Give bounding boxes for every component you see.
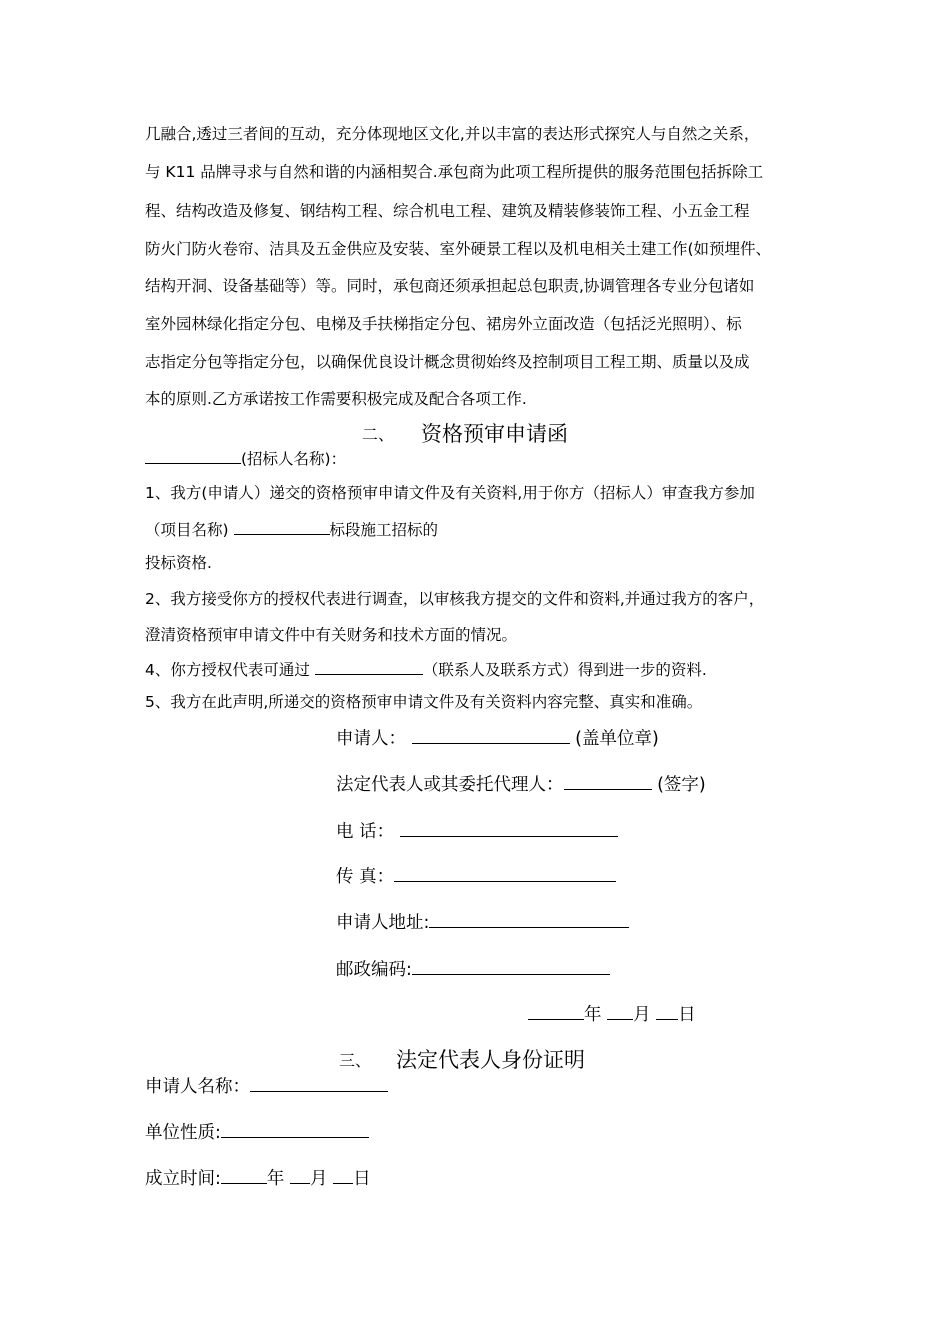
phone-blank[interactable]	[400, 819, 618, 837]
address-blank[interactable]	[429, 910, 629, 928]
bid-section-label: 标段施工招标的	[329, 521, 439, 539]
applicant-suffix: (盖单位章)	[575, 729, 659, 749]
day-label: 日	[678, 1005, 696, 1025]
section2-number: 二、	[362, 425, 395, 444]
phone-row	[336, 819, 618, 844]
fax-blank[interactable]	[394, 864, 616, 882]
tenderer-name-blank[interactable]	[145, 448, 241, 464]
intro-line-7: 志指定分包等指定分包，以确保优良设计概念贯彻始终及控制项目工程工期、质量以及成	[145, 353, 750, 371]
legal-rep-label: 法定代表人或其委托代理人：	[336, 775, 564, 795]
month-label: 月	[633, 1005, 651, 1025]
established-year-blank[interactable]	[221, 1166, 267, 1184]
unit-nature-label: 单位性质:	[145, 1123, 221, 1143]
legal-rep-suffix: (签字)	[657, 775, 706, 795]
intro-line-2: 与 K11 品牌寻求与自然和谐的内涵相契合.承包商为此项工程所提供的服务范围包括拆除工	[145, 163, 764, 181]
applicant-row	[336, 726, 659, 751]
postcode-label: 邮政编码:	[336, 960, 412, 980]
intro-line-1: 几融合,透过三者间的互动，充分体现地区文化,并以丰富的表达形式探究人与自然之关系，	[145, 125, 760, 143]
addressee-label: (招标人名称)：	[241, 450, 347, 468]
item2-line2: 澄清资格预审申请文件中有关财务和技术方面的情况。	[145, 626, 518, 644]
fax-row	[336, 864, 616, 889]
applicant-name-label: 申请人名称：	[145, 1077, 250, 1097]
item1-line1: 1、我方(申请人）递交的资格预审申请文件及有关资料,用于你方（招标人）审查我方参加	[145, 484, 755, 502]
item4-line	[145, 659, 707, 680]
applicant-name-row	[145, 1074, 388, 1099]
legal-rep-blank[interactable]	[564, 772, 652, 790]
address-row	[336, 910, 629, 935]
applicant-label: 申请人：	[336, 729, 406, 749]
intro-line-5: 结构开洞、设备基础等）等。同时，承包商还须承担起总包职责,协调管理各专业分包诸如	[145, 277, 755, 295]
established-month-label: 月	[309, 1169, 328, 1189]
phone-label: 电 话：	[336, 822, 395, 842]
addressee-line	[145, 448, 346, 469]
established-day-label: 日	[353, 1169, 371, 1189]
established-month-blank[interactable]	[290, 1166, 310, 1184]
address-label: 申请人地址:	[336, 913, 430, 933]
item1-line2	[145, 519, 438, 540]
intro-line-3: 程、结构改造及修复、钢结构工程、综合机电工程、建筑及精装修装饰工程、小五金工程	[145, 202, 750, 220]
year-blank[interactable]	[528, 1002, 584, 1020]
established-day-blank[interactable]	[333, 1166, 353, 1184]
established-year-label: 年	[266, 1169, 285, 1189]
established-row	[145, 1166, 371, 1191]
date-row	[528, 1002, 696, 1027]
intro-line-4: 防火门防火卷帘、洁具及五金供应及安装、室外硬景工程以及机电相关土建工作(如预埋件、	[145, 240, 772, 258]
section3-number: 三、	[339, 1051, 372, 1070]
project-name-label: （项目名称)	[145, 521, 229, 539]
established-label: 成立时间:	[145, 1169, 221, 1189]
applicant-blank[interactable]	[412, 726, 570, 744]
item4-label: 4、你方授权代表可通过	[145, 661, 310, 679]
project-name-blank[interactable]	[234, 519, 330, 535]
unit-nature-row	[145, 1120, 369, 1145]
intro-line-8: 本的原则.乙方承诺按工作需要积极完成及配合各项工作.	[145, 390, 527, 408]
postcode-blank[interactable]	[412, 957, 610, 975]
intro-line-6: 室外园林绿化指定分包、电梯及手扶梯指定分包、裙房外立面改造（包括泛光照明）、标	[145, 315, 742, 333]
postcode-row	[336, 957, 610, 982]
item2-line1: 2、我方接受你方的授权代表进行调查，以审核我方提交的文件和资料,并通过我方的客户，	[145, 590, 765, 608]
section2-title: 资格预审申请函	[421, 422, 568, 446]
unit-nature-blank[interactable]	[221, 1120, 369, 1138]
item1-line3: 投标资格.	[145, 554, 212, 572]
item5-line: 5、我方在此声明,所递交的资格预审申请文件及有关资料内容完整、真实和准确。	[145, 693, 703, 711]
month-blank[interactable]	[607, 1002, 633, 1020]
section3-title: 法定代表人身份证明	[396, 1048, 585, 1072]
contact-blank[interactable]	[315, 659, 423, 675]
item4-suffix: （联系人及联系方式）得到进一步的资料.	[422, 661, 707, 679]
year-label: 年	[584, 1005, 602, 1025]
fax-label: 传 真：	[336, 867, 395, 887]
applicant-name-blank[interactable]	[250, 1074, 388, 1092]
legal-rep-row	[336, 772, 706, 797]
day-blank[interactable]	[656, 1002, 678, 1020]
